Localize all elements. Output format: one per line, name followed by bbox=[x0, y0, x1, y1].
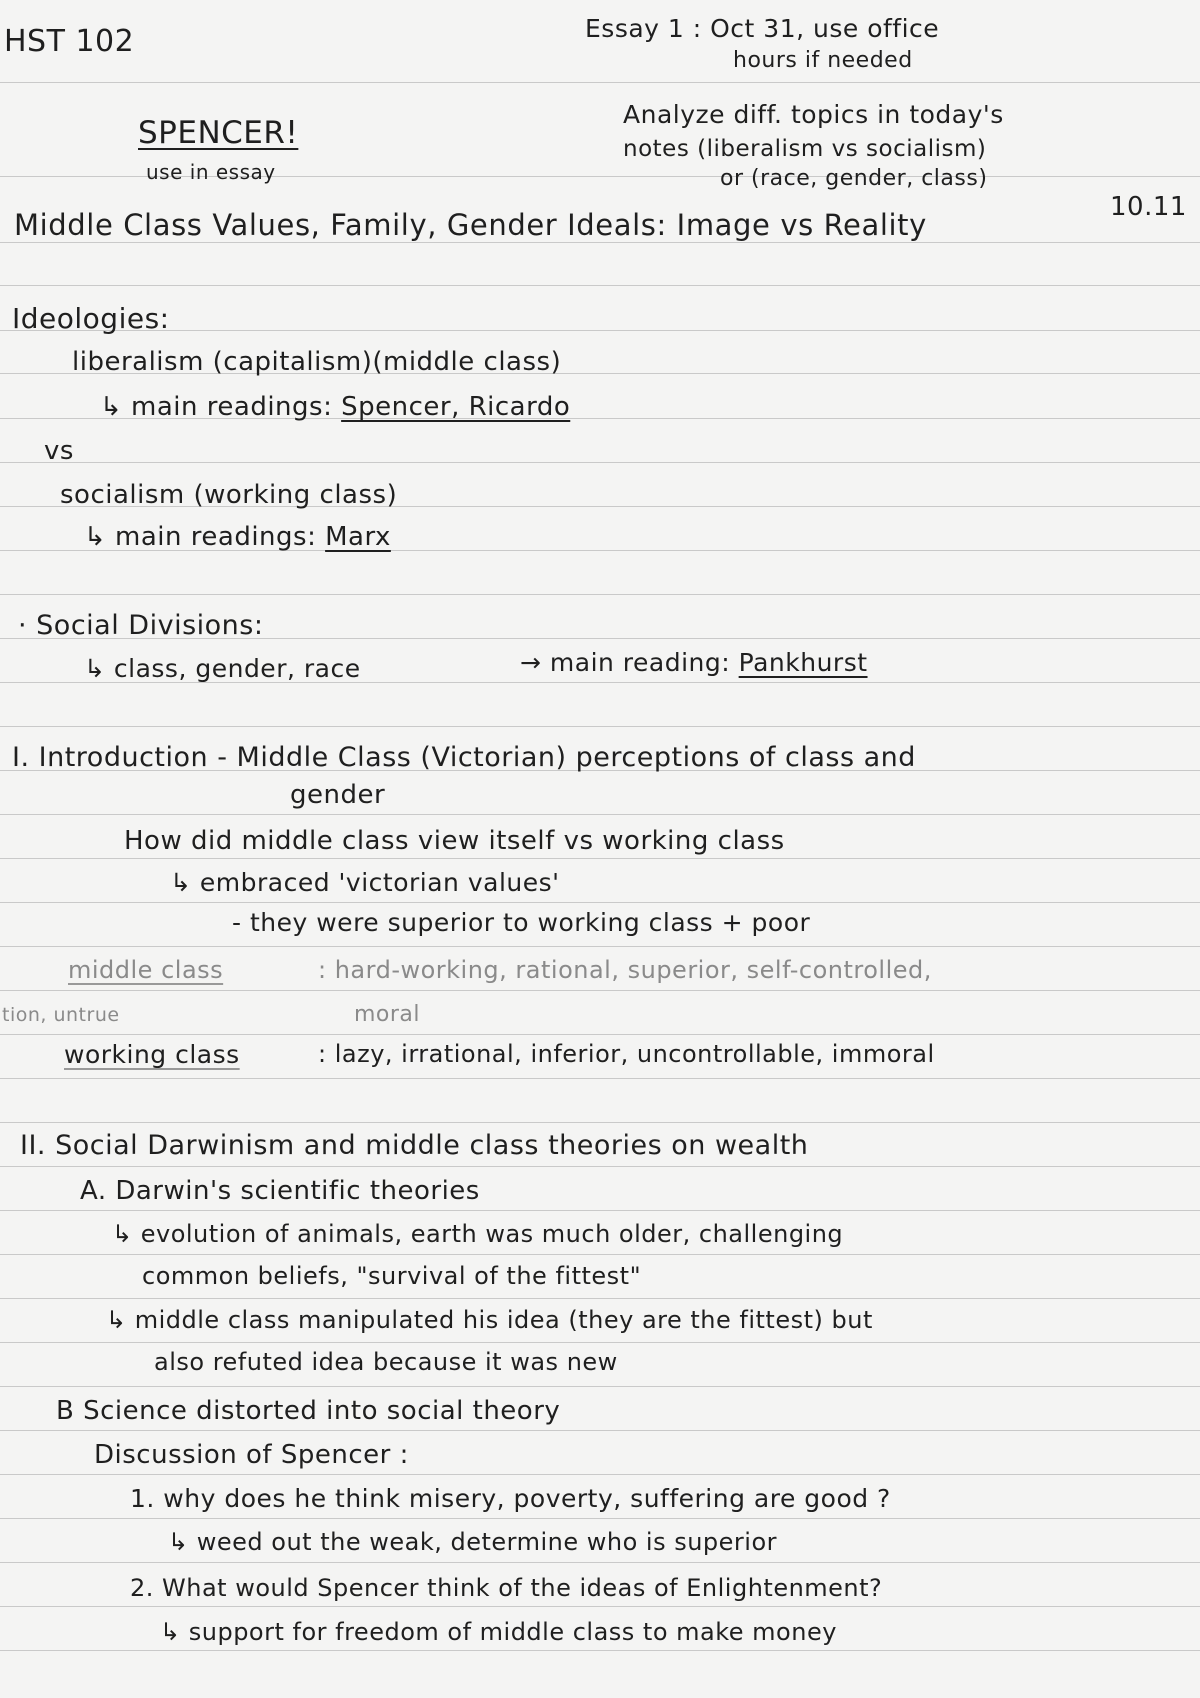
spencer-note: SPENCER! bbox=[138, 115, 299, 151]
socialism-readings bbox=[84, 522, 391, 552]
ruled-line bbox=[0, 330, 1200, 331]
ruled-line bbox=[0, 1122, 1200, 1123]
use-in-essay-note: use in essay bbox=[146, 160, 276, 184]
readings-value: Marx bbox=[325, 522, 391, 552]
social-divisions-items: ↳ class, gender, race bbox=[84, 654, 361, 683]
ideologies-heading: Ideologies: bbox=[12, 302, 170, 335]
ruled-line bbox=[0, 946, 1200, 947]
ruled-line bbox=[0, 1298, 1200, 1299]
socialism-item: socialism (working class) bbox=[60, 480, 398, 510]
liberalism-item: liberalism (capitalism)(middle class) bbox=[72, 347, 562, 377]
analyze-note-line3: or (race, gender, class) bbox=[720, 166, 988, 191]
vs-label: vs bbox=[44, 436, 74, 466]
reading-label: → main reading: bbox=[520, 648, 739, 677]
ruled-line bbox=[0, 858, 1200, 859]
ruled-line bbox=[0, 242, 1200, 243]
discussion-question-1: 1. why does he think misery, poverty, suffering are good ? bbox=[130, 1484, 891, 1513]
readings-label: ↳ main readings: bbox=[84, 522, 326, 552]
margin-note: tion, untrue bbox=[2, 1004, 120, 1026]
section-2-heading: II. Social Darwinism and middle class theories on wealth bbox=[20, 1130, 809, 1161]
readings-label: ↳ main readings: bbox=[100, 392, 342, 422]
page-title: Middle Class Values, Family, Gender Ideals: Image vs Reality bbox=[14, 208, 927, 242]
ruled-line bbox=[0, 814, 1200, 815]
spencer-discussion-heading: Discussion of Spencer : bbox=[94, 1440, 409, 1470]
ruled-line bbox=[0, 1210, 1200, 1211]
ruled-line bbox=[0, 1254, 1200, 1255]
ruled-line bbox=[0, 1386, 1200, 1387]
middle-class-traits: : hard-working, rational, superior, self-controlled, bbox=[318, 956, 932, 984]
discussion-question-2: 2. What would Spencer think of the ideas of Enlightenment? bbox=[130, 1574, 883, 1602]
ruled-line bbox=[0, 1562, 1200, 1563]
reading-value: Pankhurst bbox=[738, 648, 868, 677]
ruled-line bbox=[0, 1078, 1200, 1079]
ruled-line bbox=[0, 285, 1200, 286]
section-1-heading-cont: gender bbox=[290, 780, 386, 810]
ruled-line bbox=[0, 462, 1200, 463]
section-2a-point2-cont: also refuted idea because it was new bbox=[154, 1348, 618, 1376]
discussion-answer-1: ↳ weed out the weak, determine who is superior bbox=[168, 1528, 777, 1556]
section-2a-point2: ↳ middle class manipulated his idea (they are the fittest) but bbox=[106, 1306, 873, 1334]
section-2a-heading: A. Darwin's scientific theories bbox=[80, 1176, 480, 1206]
social-divisions-heading: · Social Divisions: bbox=[18, 610, 264, 641]
ruled-line bbox=[0, 1034, 1200, 1035]
discussion-answer-2: ↳ support for freedom of middle class to make money bbox=[160, 1618, 837, 1646]
ruled-line bbox=[0, 1650, 1200, 1651]
section-1-heading: I. Introduction - Middle Class (Victorian) perceptions of class and bbox=[12, 742, 916, 773]
course-code: HST 102 bbox=[4, 24, 135, 59]
ruled-line bbox=[0, 1166, 1200, 1167]
middle-class-traits-cont: moral bbox=[354, 1002, 421, 1027]
section-1-question: How did middle class view itself vs working class bbox=[124, 826, 785, 856]
superior-note: - they were superior to working class + poor bbox=[232, 908, 811, 937]
essay-due-note: Essay 1 : Oct 31, use office bbox=[585, 14, 940, 43]
working-class-label: working class bbox=[64, 1040, 240, 1069]
section-2a-point1: ↳ evolution of animals, earth was much older, challenging bbox=[112, 1220, 844, 1248]
note-date: 10.11 bbox=[1110, 192, 1187, 222]
section-2b-heading: B Science distorted into social theory bbox=[56, 1396, 561, 1426]
essay-due-note-cont: hours if needed bbox=[733, 48, 913, 73]
ruled-line bbox=[0, 990, 1200, 991]
ruled-line bbox=[0, 1518, 1200, 1519]
ruled-line bbox=[0, 82, 1200, 83]
middle-class-label: middle class bbox=[68, 956, 224, 984]
ruled-line bbox=[0, 726, 1200, 727]
readings-value: Spencer, Ricardo bbox=[341, 392, 571, 422]
ruled-line bbox=[0, 1606, 1200, 1607]
social-divisions-reading bbox=[520, 648, 868, 677]
analyze-note-line2: notes (liberalism vs socialism) bbox=[623, 136, 987, 162]
ruled-line bbox=[0, 1342, 1200, 1343]
ruled-line bbox=[0, 1474, 1200, 1475]
working-class-traits: : lazy, irrational, inferior, uncontrollable, immoral bbox=[318, 1040, 935, 1068]
analyze-note-line1: Analyze diff. topics in today's bbox=[623, 100, 1004, 129]
ruled-line bbox=[0, 594, 1200, 595]
ruled-line bbox=[0, 1430, 1200, 1431]
section-2a-point1-cont: common beliefs, "survival of the fittest" bbox=[142, 1262, 642, 1290]
embraced-values: ↳ embraced 'victorian values' bbox=[170, 868, 560, 897]
ruled-line bbox=[0, 902, 1200, 903]
liberalism-readings bbox=[100, 392, 570, 422]
